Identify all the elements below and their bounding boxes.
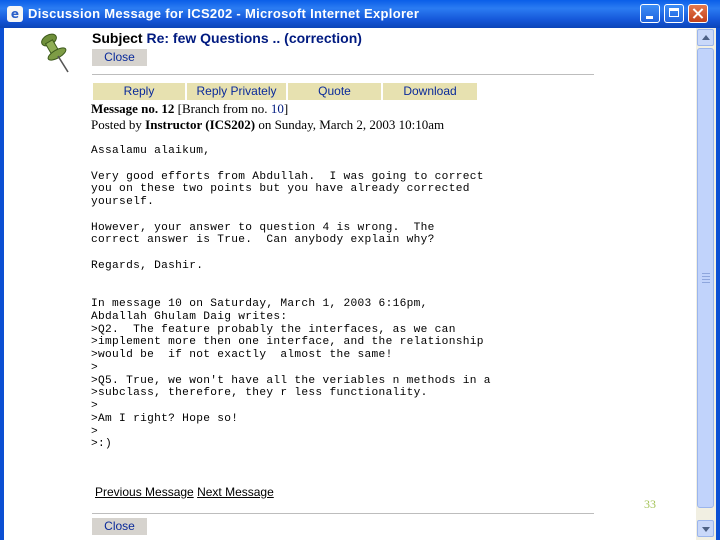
message-navigation	[95, 485, 274, 499]
window-title: Discussion Message for ICS202 - Microsoft Internet Explorer	[28, 6, 420, 21]
pushpin-icon	[38, 32, 72, 74]
author-name: Instructor (ICS202)	[145, 117, 256, 132]
maximize-icon[interactable]	[664, 4, 684, 23]
posted-by-line	[91, 117, 444, 133]
slide-number: 33	[644, 497, 656, 511]
scroll-up-arrow-icon[interactable]	[697, 29, 714, 46]
branch-close: ]	[283, 101, 289, 116]
subject-label: Subject	[92, 30, 143, 46]
close-button-bottom[interactable]: Close	[92, 518, 147, 535]
subject-value: Re: few Questions .. (correction)	[146, 30, 362, 46]
window-frame-right	[716, 28, 720, 540]
window-title-bar[interactable]	[0, 0, 720, 28]
branch-link[interactable]: 10	[270, 101, 284, 116]
branch-text: [Branch from no.	[174, 101, 271, 116]
post-date: on Sunday, March 2, 2003 10:10am	[255, 117, 445, 132]
previous-message-link[interactable]: Previous Message	[95, 485, 194, 499]
message-number-line	[91, 101, 288, 117]
minimize-icon[interactable]	[640, 4, 660, 23]
divider-bottom	[92, 513, 594, 514]
quote-button[interactable]: Quote	[288, 83, 381, 100]
message-number: Message no. 12	[91, 101, 175, 116]
divider-top	[92, 74, 594, 75]
ie-icon: e	[7, 6, 23, 22]
reply-privately-button[interactable]: Reply Privately	[187, 83, 286, 100]
message-body: Assalamu alaikum, Very good efforts from Abdullah. I was going to correct you on these two points but you have already corrected yourself. However, your answer to question 4 is wrong. The correct answer is True. Can anybody explain why? Regards, Dashir. In message 10 on Saturday, March 1, 2003 6:16pm, Abdallah Ghulam Daig writes: >Q2. The feature probably the interfaces, as we can >implement more then one interface, and the relationship >would be if not exactly almost the same! > >Q5. True, we won't have all the veriables n methods in a >subclass, therefore, they r less functionality. > >Am I right? Hope so! > >:)	[91, 145, 491, 451]
posted-by-prefix: Posted by	[91, 117, 146, 132]
close-button-top[interactable]: Close	[92, 49, 147, 66]
scroll-thumb[interactable]	[697, 48, 714, 508]
close-icon[interactable]	[688, 4, 708, 23]
vertical-scrollbar[interactable]	[696, 28, 716, 540]
download-button[interactable]: Download	[383, 83, 477, 100]
next-message-link[interactable]: Next Message	[197, 485, 274, 499]
scroll-down-arrow-icon[interactable]	[697, 520, 714, 537]
message-subject	[92, 30, 362, 46]
window-frame-left	[0, 28, 4, 540]
reply-button[interactable]: Reply	[93, 83, 185, 100]
